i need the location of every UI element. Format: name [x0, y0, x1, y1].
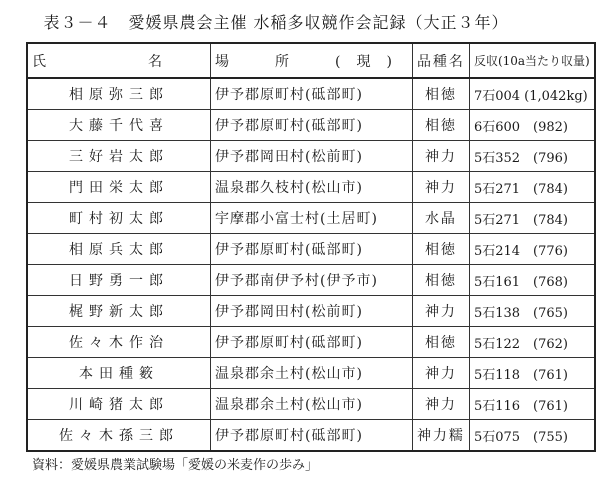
cell-place: 伊予郡原町村(砥部町): [211, 420, 413, 452]
cell-place: 温泉郡久枝村(松山市): [211, 172, 413, 203]
cell-yield: 7石004 (1,042kg): [469, 78, 594, 110]
cell-yield: 5石122 (762): [469, 327, 594, 358]
cell-yield: 5石271 (784): [469, 172, 594, 203]
cell-variety: 相徳: [412, 265, 469, 296]
cell-name: 佐々木作治: [27, 327, 211, 358]
table-row: [27, 203, 595, 234]
table-header-row: [27, 43, 595, 78]
table-row: [27, 78, 595, 110]
cell-yield: 5石161 (768): [469, 265, 594, 296]
cell-name: 日野勇一郎: [27, 265, 211, 296]
cell-name: 相原兵太郎: [27, 234, 211, 265]
cell-place: 温泉郡余土村(松山市): [211, 389, 413, 420]
cell-yield: 5石138 (765): [469, 296, 594, 327]
table-row: [27, 110, 595, 141]
header-variety: 品種名: [412, 43, 469, 78]
source-note: 資料：愛媛県農業試験場「愛媛の米麦作の歩み」: [32, 458, 319, 473]
cell-place: 宇摩郡小富士村(土居町): [211, 203, 413, 234]
cell-place: 伊予郡岡田村(松前町): [211, 296, 413, 327]
cell-name: 町村初太郎: [27, 203, 211, 234]
cell-name: 本田種䉤: [27, 358, 211, 389]
cell-name: 大藤千代喜: [27, 110, 211, 141]
table-row: [27, 234, 595, 265]
cell-variety: 神力: [412, 296, 469, 327]
cell-place: 伊予郡原町村(砥部町): [211, 327, 413, 358]
header-yield: 反収(10a当たり収量): [469, 43, 594, 78]
cell-variety: 水晶: [412, 203, 469, 234]
cell-name: 佐々木孫三郎: [27, 420, 211, 452]
cell-name: 川崎猪太郎: [27, 389, 211, 420]
cell-yield: 5石352 (796): [469, 141, 594, 172]
cell-variety: 相徳: [412, 234, 469, 265]
cell-place: 温泉郡余土村(松山市): [211, 358, 413, 389]
table-row: [27, 358, 595, 389]
cell-place: 伊予郡原町村(砥部町): [211, 234, 413, 265]
cell-name: 相原弥三郎: [27, 78, 211, 110]
header-name: 氏 名: [27, 43, 211, 78]
table-row: [27, 420, 595, 452]
cell-variety: 相徳: [412, 110, 469, 141]
cell-yield: 5石271 (784): [469, 203, 594, 234]
cell-yield: 5石214 (776): [469, 234, 594, 265]
cell-place: 伊予郡南伊予村(伊予市): [211, 265, 413, 296]
cell-yield: 5石075 (755): [469, 420, 594, 452]
table-row: [27, 296, 595, 327]
table-row: [27, 141, 595, 172]
cell-place: 伊予郡原町村(砥部町): [211, 78, 413, 110]
yield-record-table: [26, 42, 596, 452]
cell-variety: 神力: [412, 141, 469, 172]
cell-name: 三好岩太郎: [27, 141, 211, 172]
cell-variety: 相徳: [412, 327, 469, 358]
cell-yield: 5石116 (761): [469, 389, 594, 420]
cell-variety: 神力糯: [412, 420, 469, 452]
cell-yield: 6石600 (982): [469, 110, 594, 141]
table-row: [27, 172, 595, 203]
table-row: [27, 265, 595, 296]
cell-variety: 神力: [412, 358, 469, 389]
cell-name: 梶野新太郎: [27, 296, 211, 327]
cell-variety: 神力: [412, 172, 469, 203]
cell-place: 伊予郡岡田村(松前町): [211, 141, 413, 172]
table-row: [27, 389, 595, 420]
table-row: [27, 327, 595, 358]
cell-variety: 神力: [412, 389, 469, 420]
cell-name: 門田栄太郎: [27, 172, 211, 203]
cell-place: 伊予郡原町村(砥部町): [211, 110, 413, 141]
table-title: 表３－４ 愛媛県農会主催 水稲多収競作会記録（大正３年）: [43, 13, 509, 32]
cell-variety: 相徳: [412, 78, 469, 110]
header-place: 場 所 (現): [211, 43, 413, 78]
cell-yield: 5石118 (761): [469, 358, 594, 389]
